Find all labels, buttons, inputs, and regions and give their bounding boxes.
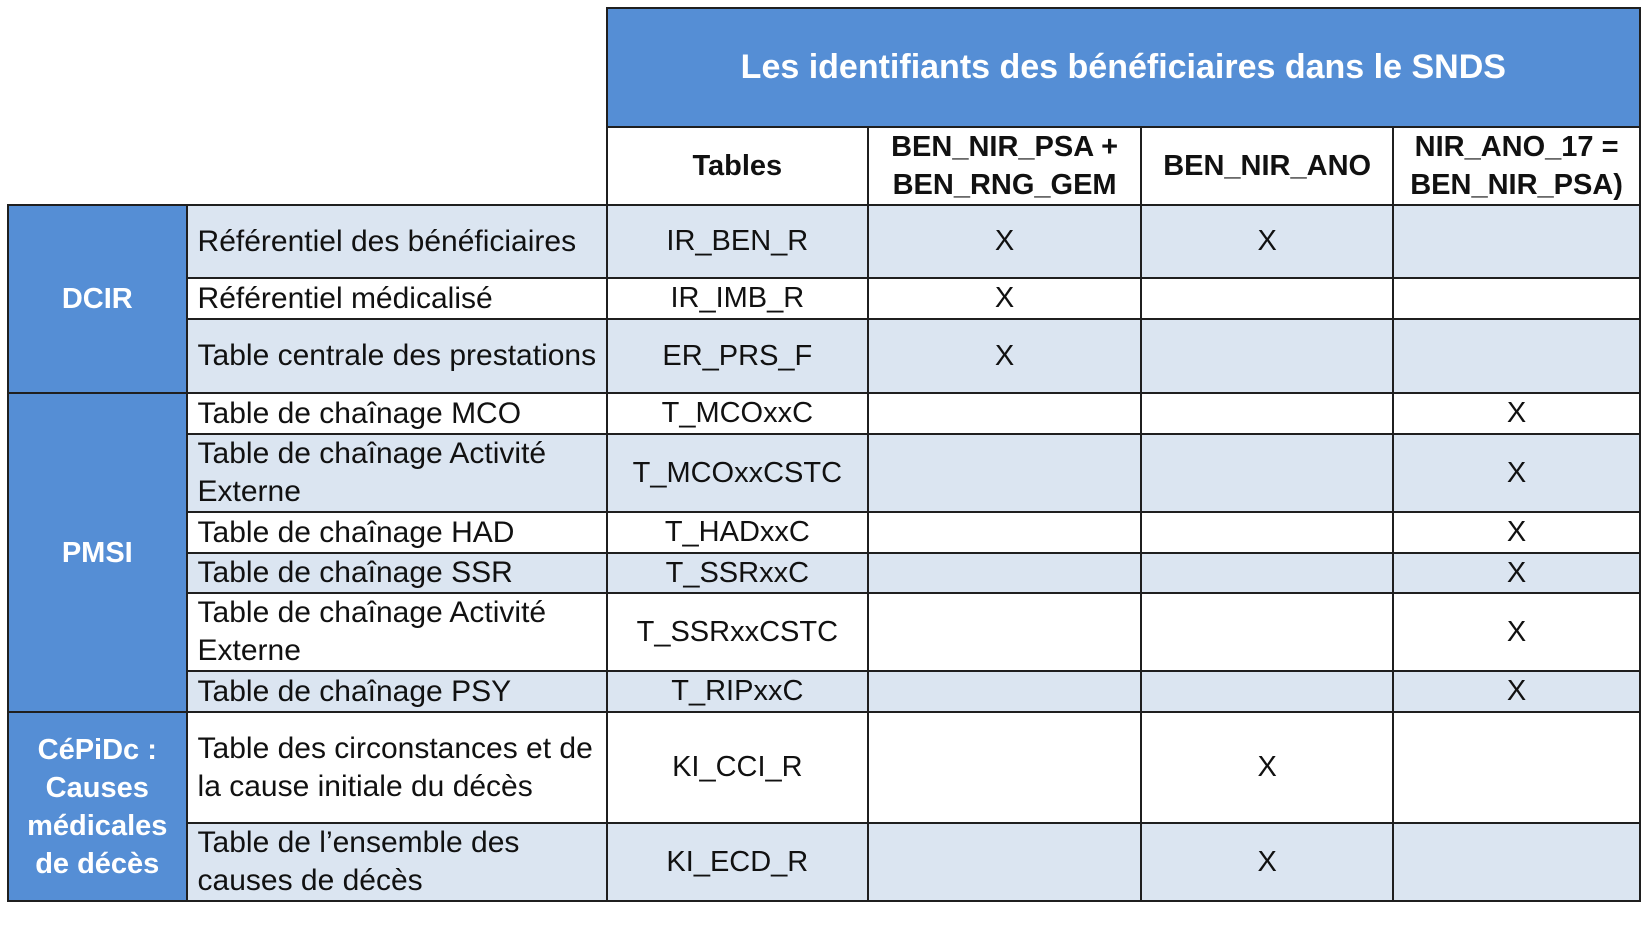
row-description: Table de chaînage HAD	[187, 512, 607, 553]
row-table-code: KI_ECD_R	[607, 823, 868, 901]
row-table-code: IR_BEN_R	[607, 205, 868, 278]
row-mark-col1	[868, 393, 1141, 434]
row-description: Table de chaînage PSY	[187, 671, 607, 712]
row-description: Table de chaînage Activité Externe	[187, 593, 607, 671]
group-label-cepidc: CéPiDc : Causes médicales de décès	[8, 712, 187, 901]
row-mark-col1	[868, 712, 1141, 823]
header-tables: Tables	[607, 127, 868, 205]
row-mark-col3	[1393, 823, 1640, 901]
row-mark-col1	[868, 434, 1141, 512]
row-mark-col1	[868, 823, 1141, 901]
row-mark-col1	[868, 593, 1141, 671]
row-table-code: IR_IMB_R	[607, 278, 868, 319]
row-mark-col3: X	[1393, 593, 1640, 671]
table-row	[8, 512, 1640, 553]
table-row	[8, 671, 1640, 712]
row-mark-col2	[1141, 593, 1393, 671]
group-label-pmsi: PMSI	[8, 393, 187, 712]
row-table-code: T_MCOxxC	[607, 393, 868, 434]
row-mark-col3	[1393, 712, 1640, 823]
table-row	[8, 278, 1640, 319]
row-table-code: T_RIPxxC	[607, 671, 868, 712]
table-row	[8, 393, 1640, 434]
row-mark-col1	[868, 553, 1141, 593]
row-mark-col2	[1141, 319, 1393, 393]
row-mark-col2	[1141, 434, 1393, 512]
row-table-code: ER_PRS_F	[607, 319, 868, 393]
row-description: Table de l’ensemble des causes de décès	[187, 823, 607, 901]
header-ben-nir-ano: BEN_NIR_ANO	[1141, 127, 1393, 205]
row-mark-col3: X	[1393, 671, 1640, 712]
header-ben-nir-psa-rng-gem: BEN_NIR_PSA + BEN_RNG_GEM	[868, 127, 1141, 205]
row-mark-col3: X	[1393, 434, 1640, 512]
row-table-code: T_SSRxxC	[607, 553, 868, 593]
row-description: Table de chaînage MCO	[187, 393, 607, 434]
row-mark-col1	[868, 512, 1141, 553]
row-description: Table de chaînage Activité Externe	[187, 434, 607, 512]
row-description: Table centrale des prestations	[187, 319, 607, 393]
row-mark-col3	[1393, 205, 1640, 278]
identifiers-table	[7, 7, 1641, 902]
row-description: Référentiel des bénéficiaires	[187, 205, 607, 278]
row-table-code: T_SSRxxCSTC	[607, 593, 868, 671]
row-table-code: T_HADxxC	[607, 512, 868, 553]
row-mark-col1: X	[868, 205, 1141, 278]
table-row	[8, 319, 1640, 393]
row-mark-col3: X	[1393, 512, 1640, 553]
row-mark-col3: X	[1393, 553, 1640, 593]
empty-corner	[8, 8, 607, 205]
table-row	[8, 553, 1640, 593]
row-mark-col3: X	[1393, 393, 1640, 434]
row-mark-col2	[1141, 671, 1393, 712]
row-mark-col1	[868, 671, 1141, 712]
table-row	[8, 593, 1640, 671]
table-title: Les identifiants des bénéficiaires dans le SNDS	[607, 8, 1640, 127]
row-table-code: KI_CCI_R	[607, 712, 868, 823]
row-mark-col2	[1141, 278, 1393, 319]
row-mark-col1: X	[868, 278, 1141, 319]
table-row	[8, 205, 1640, 278]
row-mark-col2	[1141, 512, 1393, 553]
row-mark-col2	[1141, 393, 1393, 434]
row-description: Table des circonstances et de la cause initiale du décès	[187, 712, 607, 823]
table-row	[8, 823, 1640, 901]
row-mark-col2: X	[1141, 712, 1393, 823]
row-mark-col2	[1141, 553, 1393, 593]
row-description: Référentiel médicalisé	[187, 278, 607, 319]
row-mark-col2: X	[1141, 823, 1393, 901]
row-mark-col1: X	[868, 319, 1141, 393]
row-mark-col2: X	[1141, 205, 1393, 278]
group-label-dcir: DCIR	[8, 205, 187, 393]
row-description: Table de chaînage SSR	[187, 553, 607, 593]
table-row	[8, 712, 1640, 823]
row-table-code: T_MCOxxCSTC	[607, 434, 868, 512]
header-nir-ano-17: NIR_ANO_17 = BEN_NIR_PSA)	[1393, 127, 1640, 205]
table-row	[8, 434, 1640, 512]
row-mark-col3	[1393, 319, 1640, 393]
row-mark-col3	[1393, 278, 1640, 319]
